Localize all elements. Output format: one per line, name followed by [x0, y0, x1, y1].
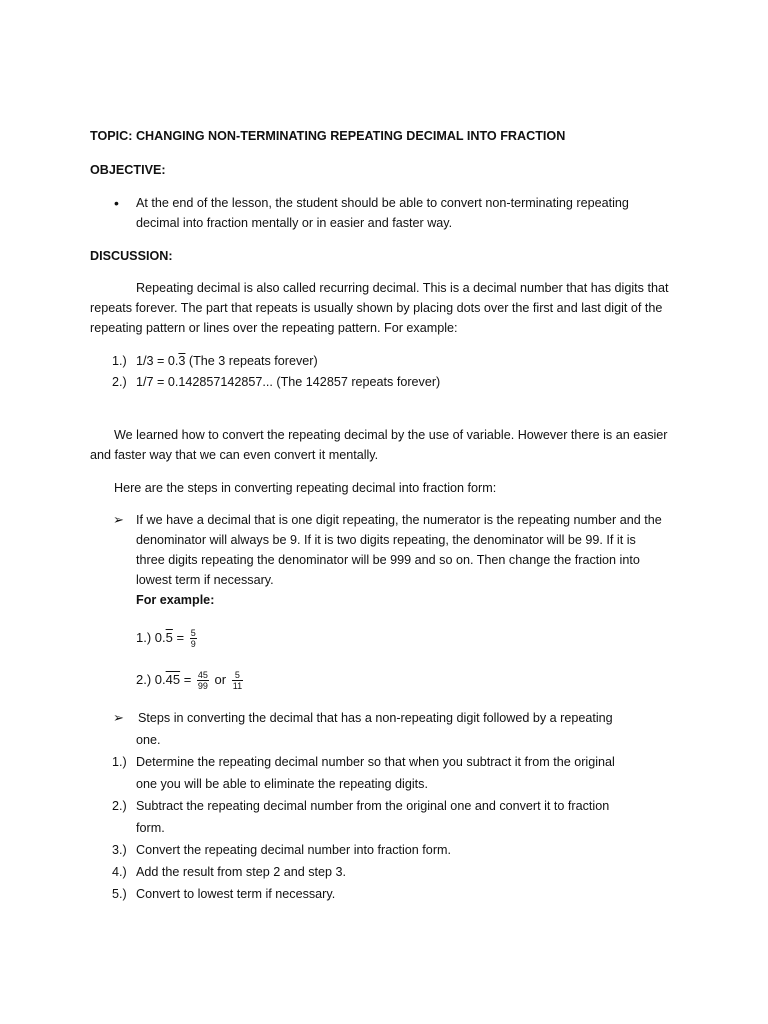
equation-1: [136, 628, 199, 649]
step-number-5: 5.): [112, 887, 127, 901]
equation-2-fraction-2: [232, 670, 243, 691]
arrow-bullet-icon: ➢: [113, 710, 124, 725]
rule2-line-2: one.: [136, 733, 161, 747]
for-example-label: For example:: [136, 593, 215, 607]
discussion-heading: DISCUSSION:: [90, 249, 173, 263]
equation-2-fraction-1: [197, 670, 209, 691]
example-1-prefix: 1/3 = 0.: [136, 354, 179, 368]
step-2-line-1: Subtract the repeating decimal number from the original one and convert it to fraction: [136, 799, 610, 813]
topic-heading: TOPIC: CHANGING NON-TERMINATING REPEATING DECIMAL INTO FRACTION: [90, 129, 566, 143]
bullet-icon: •: [114, 195, 119, 211]
numerator: 5: [232, 670, 243, 681]
discussion-line-2: repeats forever. The part that repeats is usually shown by placing dots over the first and last digit of the: [90, 301, 663, 315]
numerator: 45: [197, 670, 208, 681]
equation-1-equals: =: [172, 630, 188, 645]
step-number-4: 4.): [112, 865, 127, 879]
numerator: 5: [190, 628, 196, 639]
denominator: 11: [232, 681, 243, 692]
arrow-bullet-icon: ➢: [113, 512, 124, 527]
rule1-line-2: denominator will always be 9. If it is two digits repeating, the denominator will be 99. If it is: [136, 533, 636, 547]
step-number-3: 3.): [112, 843, 127, 857]
equation-2-repeat: 45: [165, 672, 181, 687]
example-1-suffix: (The 3 repeats forever): [185, 354, 318, 368]
rule1-line-1: If we have a decimal that is one digit repeating, the numerator is the repeating number and the: [136, 513, 662, 527]
step-3-line-1: Convert the repeating decimal number into fraction form.: [136, 843, 451, 857]
discussion-line-3: repeating pattern or lines over the repeating pattern. For example:: [90, 321, 458, 335]
example-number-2: 2.): [112, 375, 127, 389]
equation-2-label: 2.) 0.: [136, 672, 166, 687]
step-1-line-2: one you will be able to eliminate the repeating digits.: [136, 777, 428, 791]
example-1: [136, 351, 318, 371]
equation-2-equals: =: [180, 672, 195, 687]
example-number-1: 1.): [112, 354, 127, 368]
objective-line-2: decimal into fraction mentally or in easier and faster way.: [136, 216, 453, 230]
objective-line-1: At the end of the lesson, the student should be able to convert non-terminating repeating: [136, 196, 629, 210]
equation-1-label: 1.) 0.: [136, 630, 166, 645]
equation-1-fraction: [190, 628, 197, 649]
example-1-repeat: 3: [178, 354, 186, 368]
rule1-line-4: lowest term if necessary.: [136, 573, 274, 587]
rule2-line-1: Steps in converting the decimal that has a non-repeating digit followed by a repeating: [138, 711, 613, 725]
steps-intro: Here are the steps in converting repeating decimal into fraction form:: [114, 481, 497, 495]
equation-2-or: or: [210, 672, 230, 687]
step-5-line-1: Convert to lowest term if necessary.: [136, 887, 336, 901]
step-4-line-1: Add the result from step 2 and step 3.: [136, 865, 347, 879]
step-number-2: 2.): [112, 799, 127, 813]
discussion-line-1: Repeating decimal is also called recurring decimal. This is a decimal number that has digits that: [136, 281, 669, 295]
paragraph-2-line-2: and faster way that we can even convert it mentally.: [90, 448, 379, 462]
step-2-line-2: form.: [136, 821, 165, 835]
equation-2: [136, 670, 245, 691]
equation-1-repeat: 5: [165, 630, 173, 645]
objective-heading: OBJECTIVE:: [90, 163, 166, 177]
denominator: 99: [197, 681, 208, 692]
denominator: 9: [190, 639, 196, 650]
example-2: 1/7 = 0.142857142857... (The 142857 repeats forever): [136, 375, 441, 389]
step-number-1: 1.): [112, 755, 127, 769]
step-1-line-1: Determine the repeating decimal number so that when you subtract it from the original: [136, 755, 615, 769]
rule1-line-3: three digits repeating the denominator will be 999 and so on. Then change the fraction into: [136, 553, 640, 567]
paragraph-2-line-1: We learned how to convert the repeating decimal by the use of variable. However there is an easier: [114, 428, 668, 442]
